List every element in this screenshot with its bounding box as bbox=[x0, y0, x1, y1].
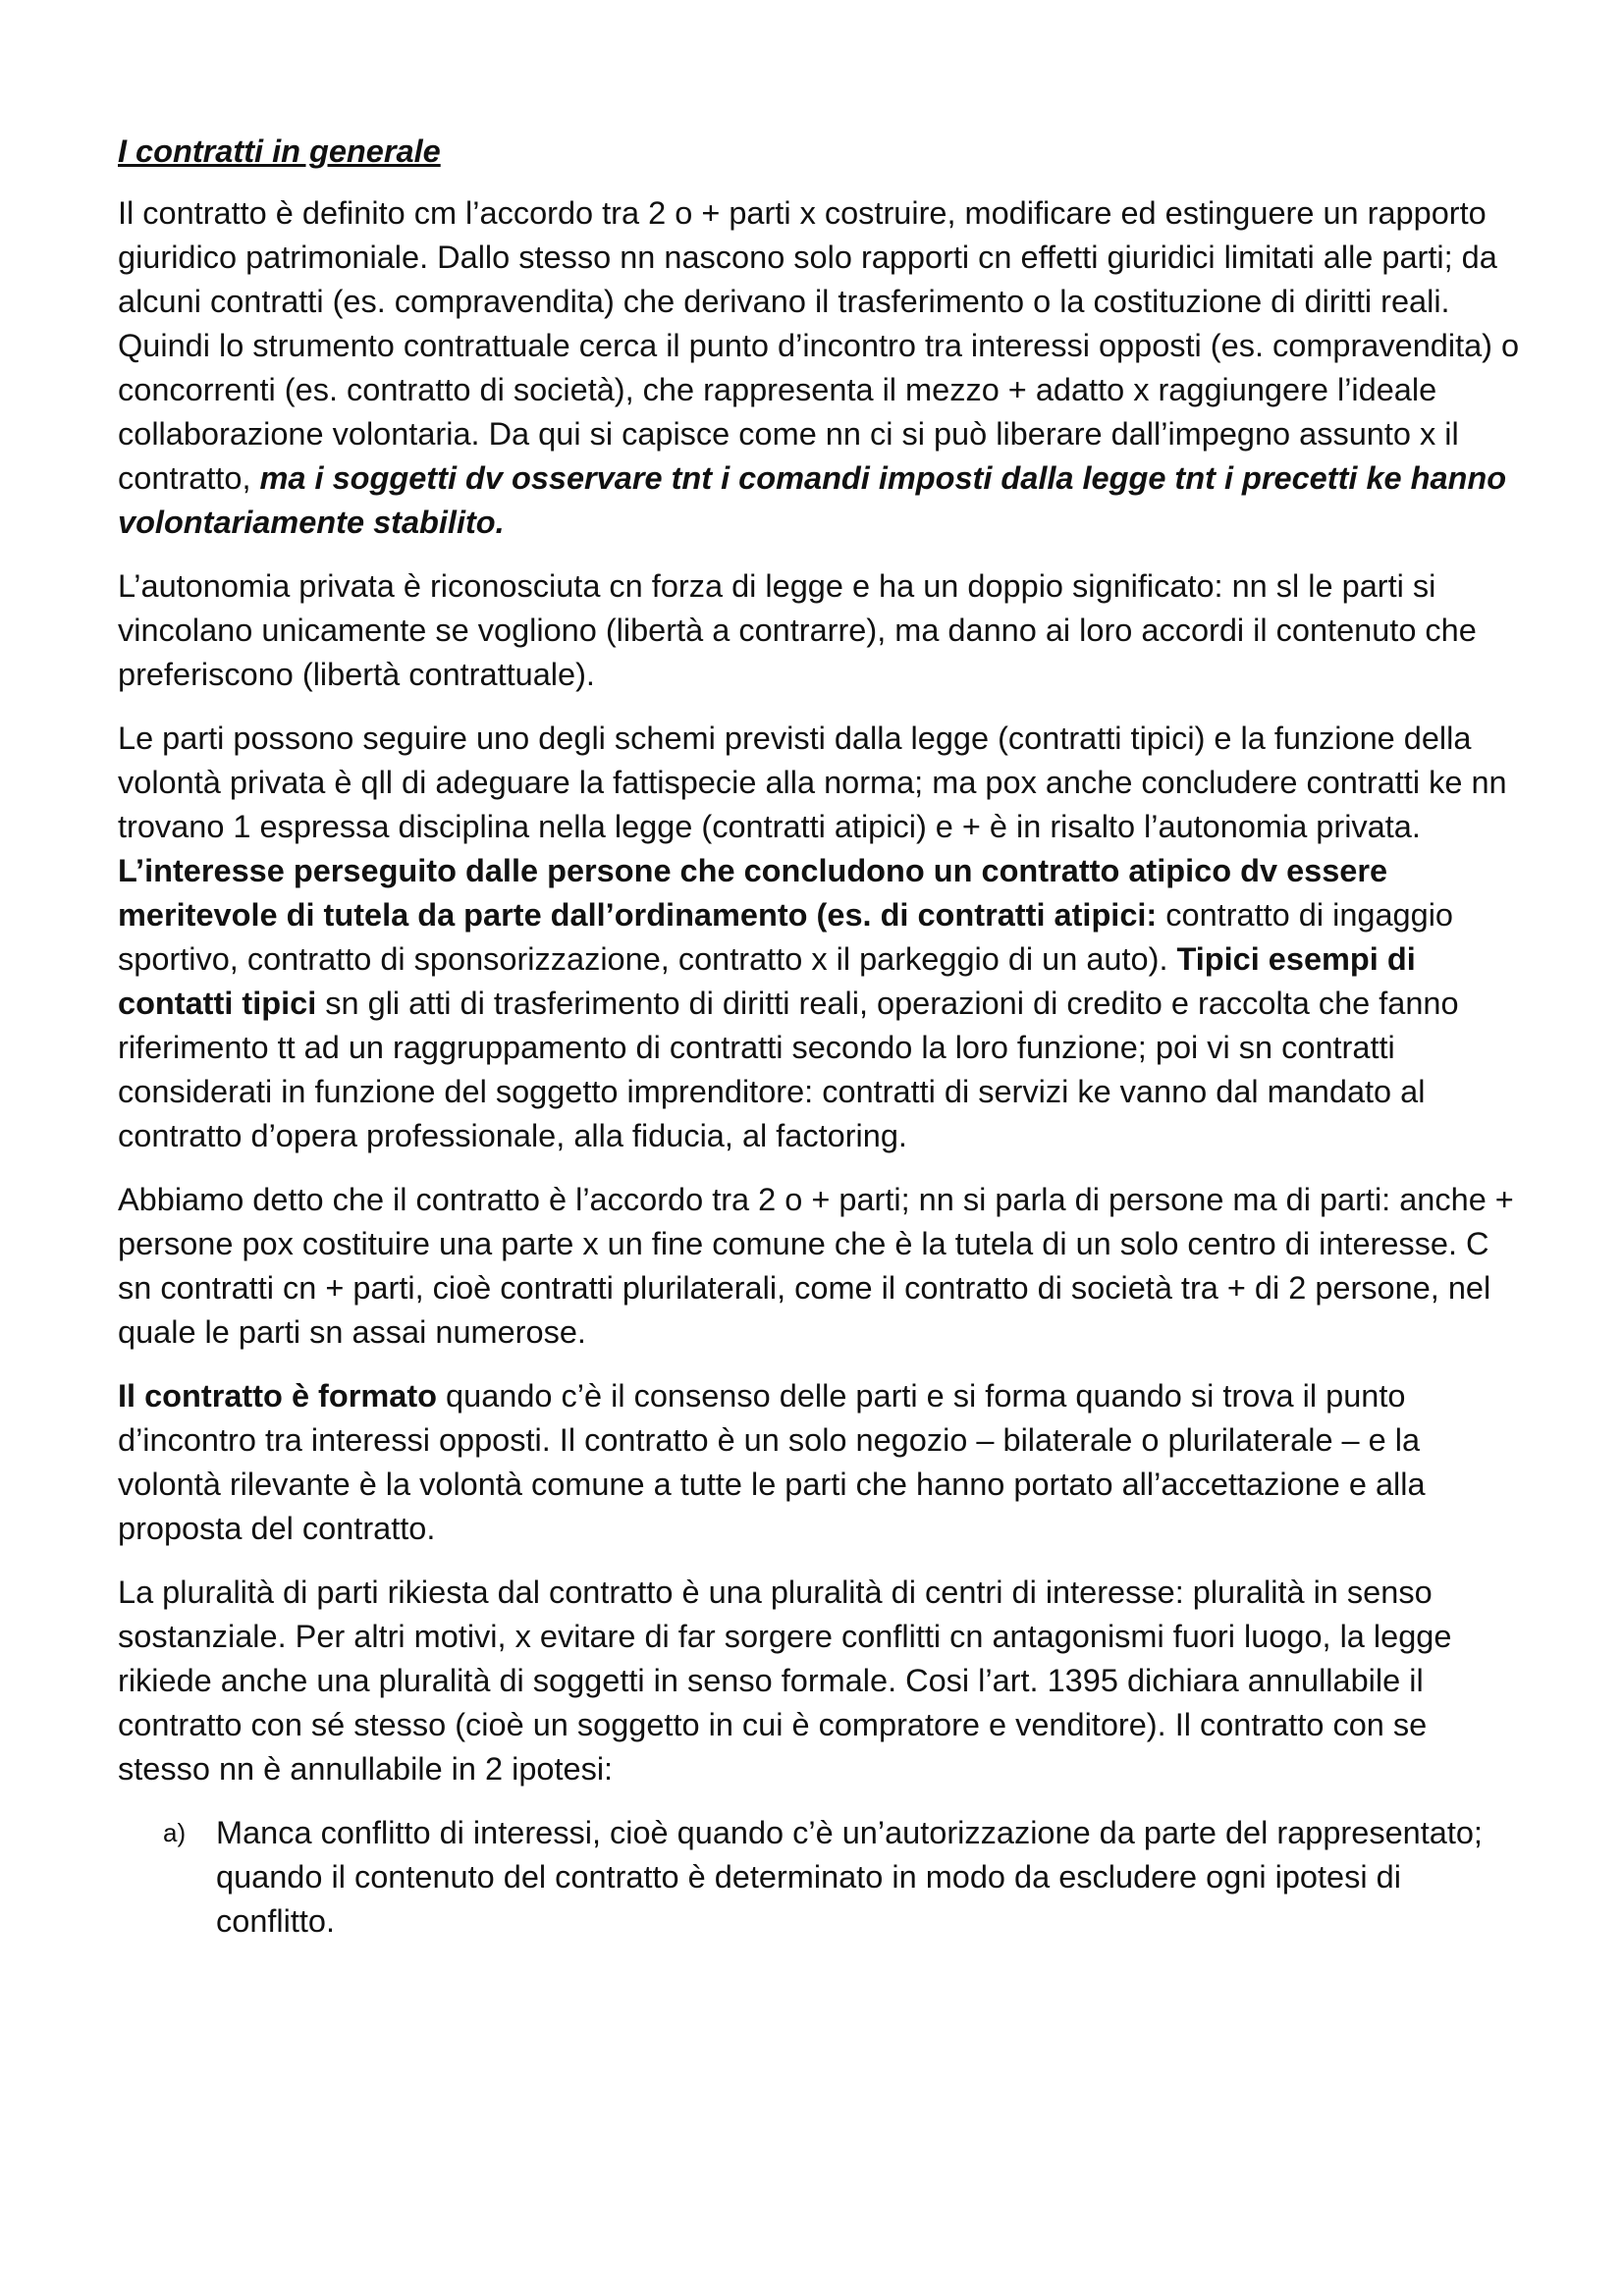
paragraph-plurality-of-parties: La pluralità di parti rikiesta dal contratto è una pluralità di centri di interesse: pluralità in senso sostanziale. Per altri motivi, x evitare di far sorgere conflitti cn antagonismi fuori luogo, la legge rikiede anche una pluralità di soggetti in senso formale. Cosi l’art. 1395 dichiara annullabile il contratto con sé stesso (cioè un soggetto in cui è compratore e venditore). Il contratto con se stesso nn è annullabile in 2 ipotesi: bbox=[118, 1575, 1452, 1787]
paragraph-text: sn gli atti di trasferimento di diritti reali, operazioni di credito e raccolta che fanno riferimento tt ad un raggruppamento di contratti secondo la loro funzione; poi vi sn contratti considerati in funzione del soggetto imprenditore: contratti di servizi ke vanno dal mandato al contratto d’opera professionale, alla fiducia, al factoring. bbox=[118, 986, 1459, 1153]
paragraph-text: Le parti possono seguire uno degli schemi previsti dalla legge (contratti tipici) e la funzione della volontà privata è qll di adeguare la fattispecie alla norma; ma pox anche concludere contratti ke nn trovano 1 espressa disciplina nella legge (contratti atipici) e + è in risalto l’autonomia privata. bbox=[118, 721, 1507, 844]
list-marker: a) bbox=[163, 1818, 187, 1847]
bold-text: L’interesse perseguito dalle persone che concludono un contratto atipico dv essere meritevole di tutela da parte dall’ordinamento (es. di contratti atipici: bbox=[118, 853, 1388, 933]
paragraph-text: Il contratto è definito cm l’accordo tra 2 o + parti x costruire, modificare ed estinguere un rapporto giuridico patrimoniale. Dallo stesso nn nascono solo rapporti cn effetti giuridici limitati alle parti; da alcuni contratti (es. compravendita) che derivano il trasferimento o la costituzione di diritti reali. Quindi lo strumento contrattuale cerca il punto d’incontro tra interessi opposti (es. compravendita) o concorrenti (es. contratto di società), che rappresenta il mezzo + adatto x raggiungere l’ideale collaborazione volontaria. Da qui si capisce come nn ci si può liberare dall’impegno assunto x il contratto, bbox=[118, 195, 1520, 496]
paragraph-contract-definition bbox=[118, 191, 1522, 545]
paragraph-typical-atypical-contracts bbox=[118, 717, 1522, 1158]
document-title: I contratti in generale bbox=[118, 133, 441, 169]
bold-text: Tipici esempi di contatti tipici bbox=[118, 941, 1416, 1021]
bold-text: Il contratto è formato bbox=[118, 1378, 438, 1414]
paragraph-text: quando c’è il consenso delle parti e si forma quando si trova il punto d’incontro tra interessi opposti. Il contratto è un solo negozio – bilaterale o plurilaterale – e la volontà rilevante è la volontà comune a tutte le parti che hanno portato all’accettazione e alla proposta del contratto. bbox=[118, 1378, 1426, 1546]
list-item-text: Manca conflitto di interessi, cioè quando c’è un’autorizzazione da parte del rappresentato; quando il contenuto del contratto è determinato in modo da escludere ogni ipotesi di conflitto. bbox=[216, 1815, 1483, 1939]
emphasis-text: ma i soggetti dv osservare tnt i comandi imposti dalla legge tnt i precetti ke hanno volontariamente stabilito. bbox=[118, 460, 1507, 540]
paragraph-text: contratto di ingaggio sportivo, contratto di sponsorizzazione, contratto x il parkeggio di un auto). bbox=[118, 897, 1453, 977]
document-page bbox=[118, 130, 1522, 1944]
paragraph-contract-formation bbox=[118, 1374, 1522, 1551]
paragraph-private-autonomy: L’autonomia privata è riconosciuta cn forza di legge e ha un doppio significato: nn sl le parti si vincolano unicamente se vogliono (libertà a contrarre), ma danno ai loro accordi il contenuto che preferiscono (libertà contrattuale). bbox=[118, 568, 1477, 692]
hypotheses-list bbox=[118, 1811, 1522, 1944]
paragraph-parties: Abbiamo detto che il contratto è l’accordo tra 2 o + parti; nn si parla di persone ma di parti: anche + persone pox costituire una parte x un fine comune che è la tutela di un solo centro di interesse. C sn contratti cn + parti, cioè contratti plurilaterali, come il contratto di società tra + di 2 persone, nel quale le parti sn assai numerose. bbox=[118, 1182, 1514, 1350]
list-item bbox=[118, 1811, 1522, 1944]
